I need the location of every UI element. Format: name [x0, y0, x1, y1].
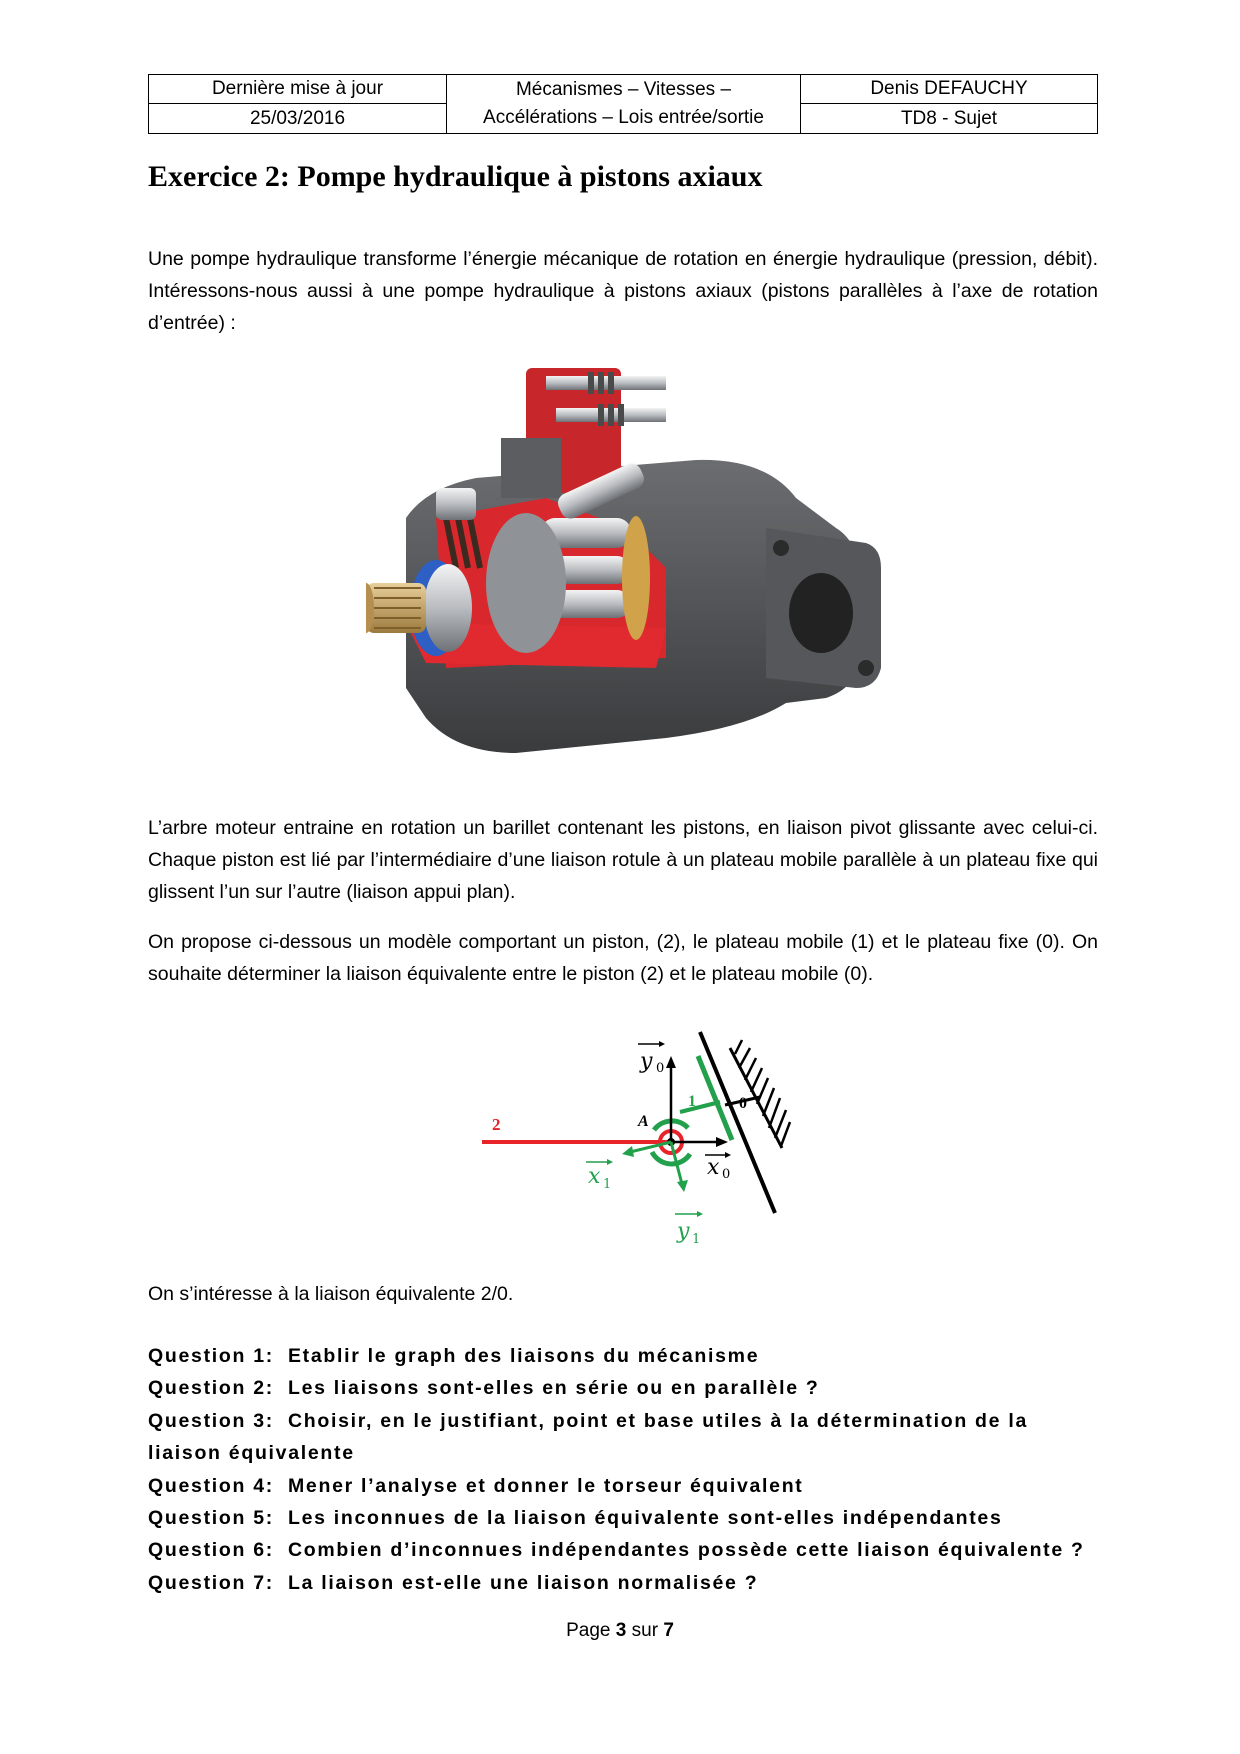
question-label: Question 3:	[148, 1409, 274, 1432]
question-text: Mener l’analyse et donner le torseur équivalent	[287, 1474, 804, 1497]
question-label: Question 4:	[148, 1474, 274, 1497]
question-4	[148, 1470, 1098, 1502]
kinematic-diagram	[470, 1018, 830, 1260]
subject-line-1: Mécanismes – Vitesses –	[515, 79, 732, 100]
footer-middle: sur	[631, 1620, 659, 1641]
footer-page-total: 7	[663, 1620, 674, 1641]
question-label: Question 7:	[148, 1571, 274, 1594]
pump-illustration	[366, 368, 886, 778]
label-fixed: 0	[739, 1095, 747, 1112]
question-3-continued	[148, 1437, 1098, 1469]
svg-text:x: x	[707, 1155, 720, 1180]
label-point-a: A	[638, 1113, 649, 1130]
subject-line-2: Accélérations – Lois entrée/sortie	[483, 107, 764, 128]
question-text: Les liaisons sont-elles en série ou en parallèle ?	[287, 1377, 820, 1400]
question-text: La liaison est-elle une liaison normalisée ?	[287, 1571, 759, 1594]
doc-ref: TD8 - Sujet	[900, 107, 998, 129]
footer-prefix: Page	[566, 1620, 611, 1641]
question-3	[148, 1405, 1098, 1437]
question-label: Question 6:	[148, 1539, 274, 1562]
exercise-title: Exercice 2: Pompe hydraulique à pistons axiaux	[148, 160, 763, 193]
question-label: Question 2:	[148, 1377, 274, 1400]
description-paragraph: L’arbre moteur entraine en rotation un barillet contenant les pistons, en liaison pivot glissante avec celui-ci. Chaque piston est lié par l’intermédiaire d’une liaison rotule à un plateau mobile parallèle à un plateau fixe qui glissent l’un sur l’autre (liaison appui plan).	[148, 817, 1098, 903]
question-text: Etablir le graph des liaisons du mécanisme	[287, 1345, 760, 1367]
page-footer	[0, 1620, 1240, 1642]
header-table	[148, 74, 1098, 134]
vec-y0-label	[638, 1041, 665, 1076]
model-paragraph: On propose ci-dessous un modèle comportant un piston, (2), le plateau mobile (1) et le plateau fixe (0). On souhaite déterminer la liaison équivalente entre le piston (2) et le plateau mobile (0).	[148, 931, 1098, 985]
focus-paragraph: On s’intéresse à la liaison équivalente 2/0.	[148, 1283, 514, 1305]
question-5	[148, 1502, 1098, 1534]
intro-paragraph: Une pompe hydraulique transforme l’énergie mécanique de rotation en énergie hydraulique (pression, débit). Intéressons-nous aussi à une pompe hydraulique à pistons axiaux (pistons parallèles à l’axe de rotation d’entrée) :	[148, 248, 1098, 334]
svg-text:1: 1	[692, 1232, 701, 1247]
svg-text:y: y	[640, 1049, 653, 1074]
mobile-plate-link	[680, 1102, 720, 1112]
question-text: liaison équivalente	[148, 1442, 355, 1465]
svg-text:x: x	[588, 1164, 601, 1189]
question-1	[148, 1340, 1098, 1372]
label-mobile: 1	[688, 1093, 696, 1110]
question-text: Les inconnues de la liaison équivalente sont-elles indépendantes	[287, 1507, 1003, 1530]
question-7	[148, 1567, 1098, 1599]
vec-x0-label	[705, 1152, 731, 1182]
svg-text:y: y	[677, 1219, 690, 1244]
question-text: Combien d’inconnues indépendantes possède cette liaison équivalente ?	[287, 1539, 1085, 1562]
svg-text:1: 1	[603, 1177, 612, 1192]
label-piston: 2	[492, 1115, 501, 1134]
fixed-plate-hatching	[735, 1040, 790, 1146]
question-label: Question 1:	[148, 1345, 274, 1367]
question-6	[148, 1534, 1098, 1566]
question-text: Choisir, en le justifiant, point et base utiles à la détermination de la	[287, 1409, 1028, 1432]
svg-text:0: 0	[656, 1061, 665, 1076]
question-label: Question 5:	[148, 1507, 274, 1530]
svg-text:0: 0	[722, 1167, 731, 1182]
footer-page-number: 3	[615, 1620, 627, 1641]
question-2	[148, 1372, 1098, 1404]
subject-cell	[447, 75, 801, 133]
vec-y1-label	[675, 1211, 703, 1247]
update-date: 25/03/2016	[149, 104, 447, 133]
fixed-plate-line	[700, 1032, 775, 1213]
vec-x1-label	[586, 1159, 613, 1192]
last-update-label: Dernière mise à jour	[149, 75, 447, 104]
question-list	[148, 1340, 1098, 1599]
author: Denis DEFAUCHY	[801, 75, 1097, 104]
